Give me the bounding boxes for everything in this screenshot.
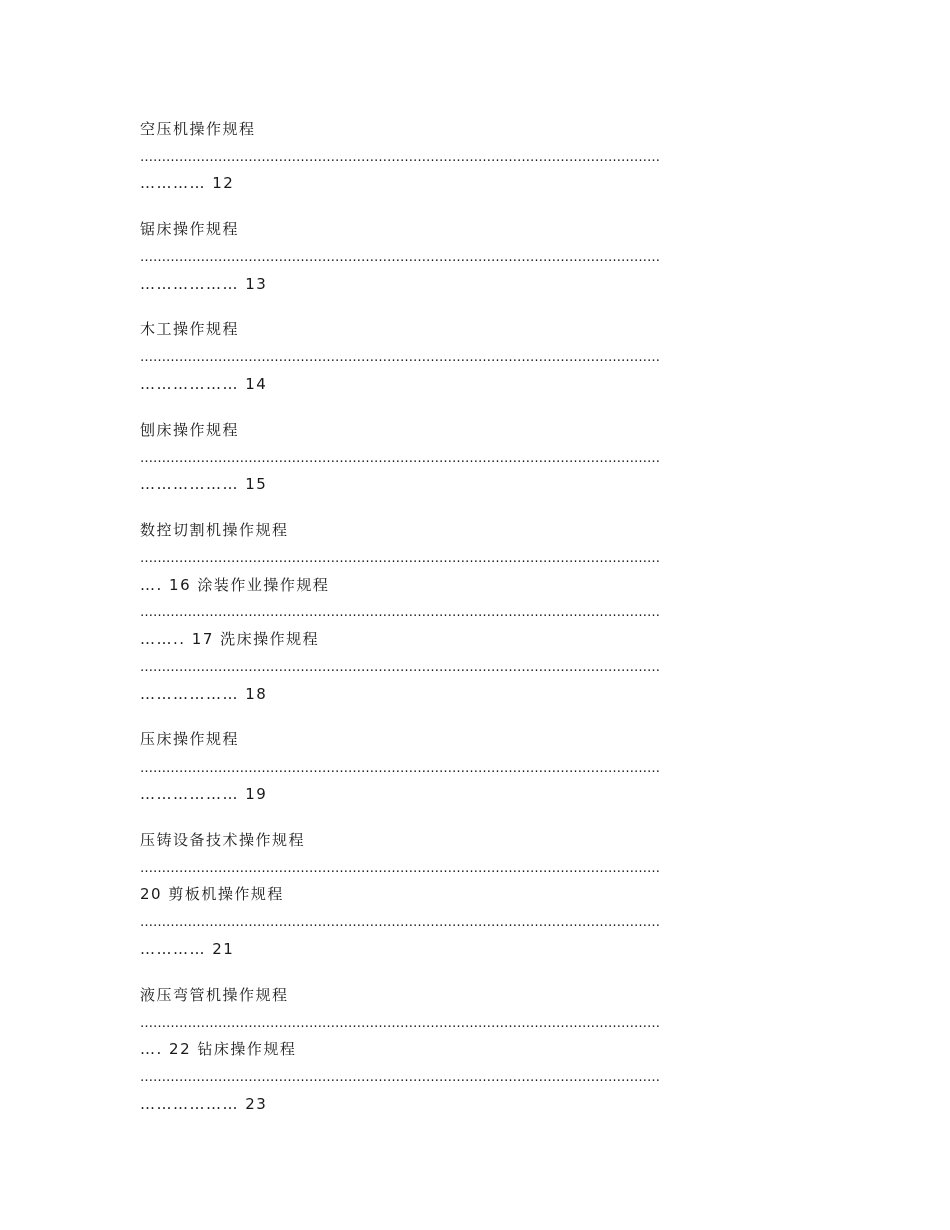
toc-page-number: ……………… 18 — [140, 685, 268, 703]
toc-leader-dots: ………………………………………………………………………………………………………… — [140, 1070, 660, 1085]
toc-page-number-with-next-title: …….. 17 洗床操作规程 — [140, 630, 320, 648]
toc-entry-title: 刨床操作规程 — [140, 421, 240, 439]
toc-page-number: ……………… 23 — [140, 1095, 268, 1113]
toc-page-number: ……………… 15 — [140, 475, 268, 493]
toc-page-number: ……………… 14 — [140, 375, 268, 393]
toc-entry-title: 液压弯管机操作规程 — [140, 986, 289, 1004]
toc-entry-title: 木工操作规程 — [140, 320, 240, 338]
toc-entry-title: 锯床操作规程 — [140, 220, 240, 238]
toc-entry-title: 数控切割机操作规程 — [140, 521, 289, 539]
toc-page-number: ………… 21 — [140, 940, 235, 958]
toc-leader-dots: ………………………………………………………………………………………………………… — [140, 660, 660, 675]
toc-leader-dots: ………………………………………………………………………………………………………… — [140, 150, 660, 165]
toc-leader-dots: ………………………………………………………………………………………………………… — [140, 551, 660, 566]
toc-leader-dots: ………………………………………………………………………………………………………… — [140, 451, 660, 466]
toc-leader-dots: ………………………………………………………………………………………………………… — [140, 250, 660, 265]
toc-page-number: ………… 12 — [140, 174, 235, 192]
toc-leader-dots: ………………………………………………………………………………………………………… — [140, 761, 660, 776]
toc-entry-title: 压床操作规程 — [140, 730, 240, 748]
toc-leader-dots: ………………………………………………………………………………………………………… — [140, 861, 660, 876]
toc-leader-dots: ………………………………………………………………………………………………………… — [140, 350, 660, 365]
toc-leader-dots: ………………………………………………………………………………………………………… — [140, 915, 660, 930]
toc-page-number-with-next-title: …. 22 钻床操作规程 — [140, 1040, 297, 1058]
toc-page-number: ……………… 13 — [140, 275, 268, 293]
toc-entry-title: 压铸设备技术操作规程 — [140, 831, 306, 849]
toc-page-number-with-next-title: 20 剪板机操作规程 — [140, 885, 284, 903]
toc-entry-title: 空压机操作规程 — [140, 120, 256, 138]
toc-page-number-with-next-title: …. 16 涂装作业操作规程 — [140, 576, 330, 594]
toc-leader-dots: ………………………………………………………………………………………………………… — [140, 605, 660, 620]
toc-page-number: ……………… 19 — [140, 785, 268, 803]
toc-leader-dots: ………………………………………………………………………………………………………… — [140, 1016, 660, 1031]
